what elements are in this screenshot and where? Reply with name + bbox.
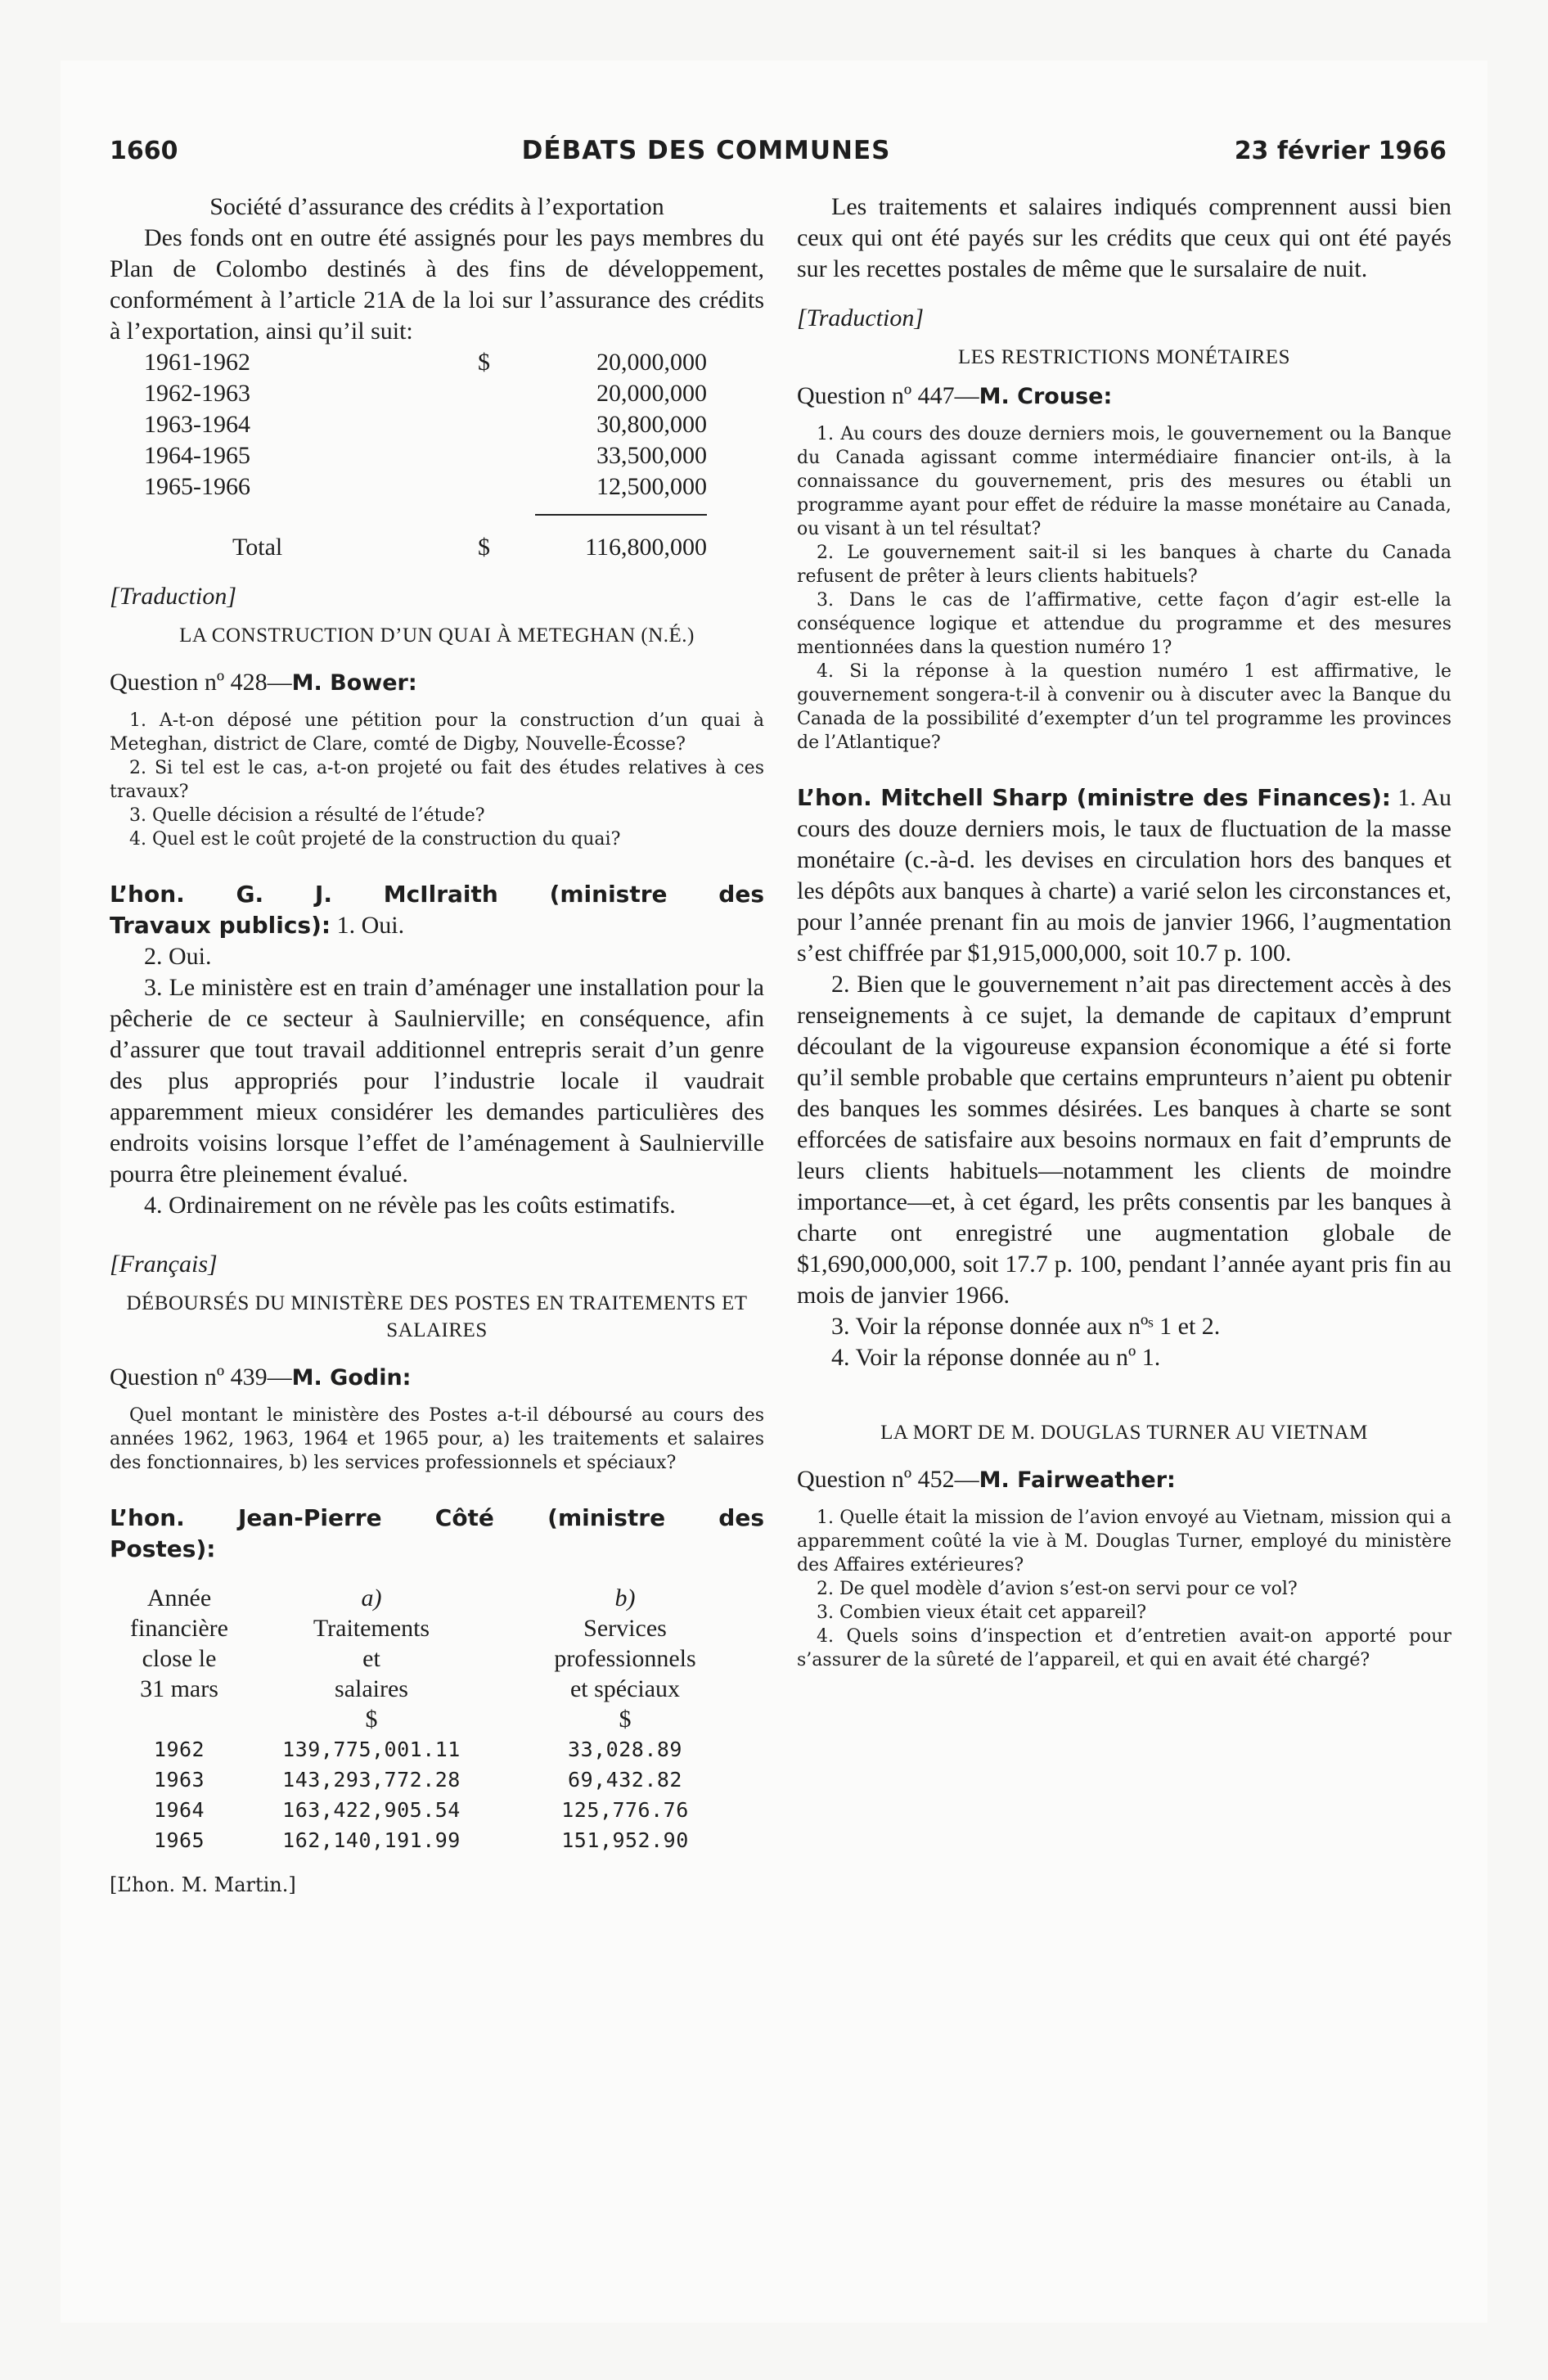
language-tag: [Français]: [110, 1251, 218, 1278]
section-title-postes: DÉBOURSÉS DU MINISTÈRE DES POSTES EN TRAITEMENTS ET SALAIRES: [126, 1292, 748, 1341]
question-item: 3. Dans le cas de l’affirmative, cette façon d’agir est-elle la conséquence logique et attendue du programme et des mesures mentionnées dans la question numéro 1?: [797, 590, 1451, 658]
question-item: 1. A-t-on déposé une pétition pour la construction d’un quai à Meteghan, district de Clare, comté de Digby, Nouvelle-Écosse?: [110, 710, 764, 755]
table-row: 1965 162,140,191.99 151,952.90: [153, 1828, 689, 1852]
question-item: 3. Quelle décision a résulté de l’étude?: [129, 805, 485, 826]
question-428-heading: Question nº 428—M. Bower:: [110, 669, 417, 696]
question-item: 2. De quel modèle d’avion s’est-on servi pour ce vol?: [817, 1579, 1298, 1599]
question-item: 4. Si la réponse à la question numéro 1 est affirmative, le gouvernement songera-t-il à convenir ou à discuter avec la Banque du Canada de la possibilité d’exempter d’un tel programme les provinces de l’Atlantique?: [797, 661, 1451, 753]
funds-total-row: Total $ 116,800,000: [232, 534, 707, 561]
column-header-services: b) Services professionnels et spéciaux: [554, 1584, 696, 1702]
answer-439-line: Postes):: [110, 1535, 216, 1562]
answer-439-speaker: L’hon. Jean-Pierre Côté (ministre des: [110, 1504, 764, 1531]
page-number: 1660: [110, 137, 178, 165]
answer-paragraph: 4. Ordinairement on ne révèle pas les coûts estimatifs.: [144, 1192, 676, 1219]
section-title-turner: LA MORT DE M. DOUGLAS TURNER AU VIETNAM: [880, 1422, 1368, 1444]
funds-row: 1965-1966 12,500,000: [144, 473, 707, 500]
currency-row: $ $: [365, 1706, 632, 1733]
section-title-meteghan: LA CONSTRUCTION D’UN QUAI À METEGHAN (N.É.): [179, 624, 695, 647]
question-item: 3. Combien vieux était cet appareil?: [817, 1602, 1147, 1623]
table-row: 1963 143,293,772.28 69,432.82: [153, 1768, 682, 1792]
funds-table: [110, 347, 707, 563]
funds-row: 1961-1962 $ 20,000,000: [144, 349, 707, 376]
translation-tag: [Traduction]: [797, 304, 925, 331]
publication-title: DÉBATS DES COMMUNES: [521, 136, 891, 165]
question-item: 1. Quelle était la mission de l’avion envoyé au Vietnam, mission qui a apparemment coûté la vie à M. Douglas Turner, employé du ministère des Affaires extérieures?: [797, 1508, 1451, 1575]
left-column: [110, 192, 764, 1897]
table-row: 1962 139,775,001.11 33,028.89: [153, 1738, 682, 1761]
postes-table: [110, 1583, 756, 1855]
funds-row: 1963-1964 30,800,000: [144, 411, 707, 438]
question-item: 2. Si tel est le cas, a-t-on projeté ou fait des études relatives à ces travaux?: [110, 758, 764, 802]
section-title-monetary: LES RESTRICTIONS MONÉTAIRES: [958, 346, 1290, 368]
issue-date: 23 février 1966: [1234, 137, 1447, 165]
answer-paragraph: 3. Le ministère est en train d’aménager une installation pour la pêcherie de ce secteur à Saulnierville; en conséquence, afin d’assurer que tout travail additionnel entrepris serait d’un genre des plus appropriés pour l’industrie locale il vaudrait apparemment mieux considérer les demandes particulières des endroits voisins lorsque l’effet de l’aménagement à Saulnierville pourra être pleinement évalué.: [110, 974, 764, 1188]
paragraph-salaries-note: Les traitements et salaires indiqués comprennent aussi bien ceux qui ont été payés sur les crédits que ceux qui ont été payés sur les recettes postales de même que le sursalaire de nuit.: [797, 193, 1451, 282]
column-header-salaries: a) Traitements et salaires: [313, 1584, 430, 1702]
translation-tag: [Traduction]: [110, 583, 237, 610]
question-item: Quel montant le ministère des Postes a-t-il déboursé au cours des années 1962, 1963, 1964 et 1965 pour, a) les traitements et salaires des fonctionnaires, b) les services professionnels et spéciaux?: [110, 1405, 764, 1473]
right-column: [797, 192, 1451, 1672]
funds-row: 1964-1965 33,500,000: [144, 442, 707, 469]
answer-paragraph: 2. Bien que le gouvernement n’ait pas directement accès à des renseignements à ce sujet, la demande de capitaux d’emprunt découlant de la vigoureuse expansion économique a été si forte qu’il semble probable que certains emprunteurs n’aient pu obtenir des banques les sommes désirées. Les banques à charte se sont efforcées de satisfaire aux besoins normaux en fait d’emprunts de leurs clients habituels—notamment les clients de moindre importance—et, à cet égard, les prêts consentis par les banques à charte ont enregistré une augmentation globale de $1,690,000,000, soit 17.7 p. 100, pendant l’année ayant pris fin au mois de janvier 1966.: [797, 971, 1451, 1309]
column-header-year: Année financière close le 31 mars: [130, 1584, 228, 1702]
page-header: [110, 136, 1447, 177]
paragraph-colombo-funds: Des fonds ont en outre été assignés pour les pays membres du Plan de Colombo destinés à des fins de développement, conformément à l’article 21A de la loi sur l’assurance des crédits à l’exportation, ainsi qu’il suit:: [110, 224, 764, 345]
question-item: 2. Le gouvernement sait-il si les banques à charte du Canada refusent de prêter à leurs clients habituels?: [797, 543, 1451, 587]
answer-paragraph: 4. Voir la réponse donnée au nº 1.: [831, 1344, 1161, 1371]
answer-447-paragraph: L’hon. Mitchell Sharp (ministre des Finances): 1. Au cours des douze derniers mois, le taux de fluctuation de la masse monétaire (c.-à-d. les devises en circulation hors des banques et les dépôts aux banques à charte) a varié selon les circonstances et, pour l’année prenant fin au mois de janvier 1966, l’augmentation s’est chiffrée par $1,915,000,000, soit 10.7 p. 100.: [797, 784, 1452, 967]
section-title-export-credit: Société d’assurance des crédits à l’exportation: [209, 193, 664, 220]
question-item: 4. Quel est le coût projeté de la construction du quai?: [129, 829, 621, 850]
question-item: 1. Au cours des douze derniers mois, le gouvernement ou la Banque du Canada agissant comme intermédiaire financier ont-ils, à la connaissance du gouvernement, pris des mesures ou établi un programme ayant pour effet de réduire la masse monétaire au Canada, ou visant à un tel résultat?: [797, 424, 1451, 539]
funds-row: 1962-1963 20,000,000: [144, 380, 707, 407]
answer-paragraph: 3. Voir la réponse donnée aux nºˢ 1 et 2.: [831, 1313, 1221, 1340]
table-row: 1964 163,422,905.54 125,776.76: [153, 1798, 689, 1822]
question-447-heading: Question nº 447—M. Crouse:: [797, 382, 1113, 409]
question-439-heading: Question nº 439—M. Godin:: [110, 1364, 412, 1391]
answer-428-speaker: L’hon. G. J. McIlraith (ministre des: [110, 881, 764, 908]
answer-paragraph: 2. Oui.: [144, 943, 212, 970]
document-page: [61, 61, 1487, 2323]
answer-signature: [L’hon. M. Martin.]: [110, 1873, 296, 1896]
answer-428-line: Travaux publics): 1. Oui.: [110, 912, 405, 939]
question-item: 4. Quels soins d’inspection et d’entretien avait-on apporté pour s’assurer de la sûreté de l’appareil, et qui en avait été chargé?: [797, 1626, 1451, 1670]
table-header-row: [110, 1583, 756, 1704]
question-452-heading: Question nº 452—M. Fairweather:: [797, 1466, 1176, 1493]
